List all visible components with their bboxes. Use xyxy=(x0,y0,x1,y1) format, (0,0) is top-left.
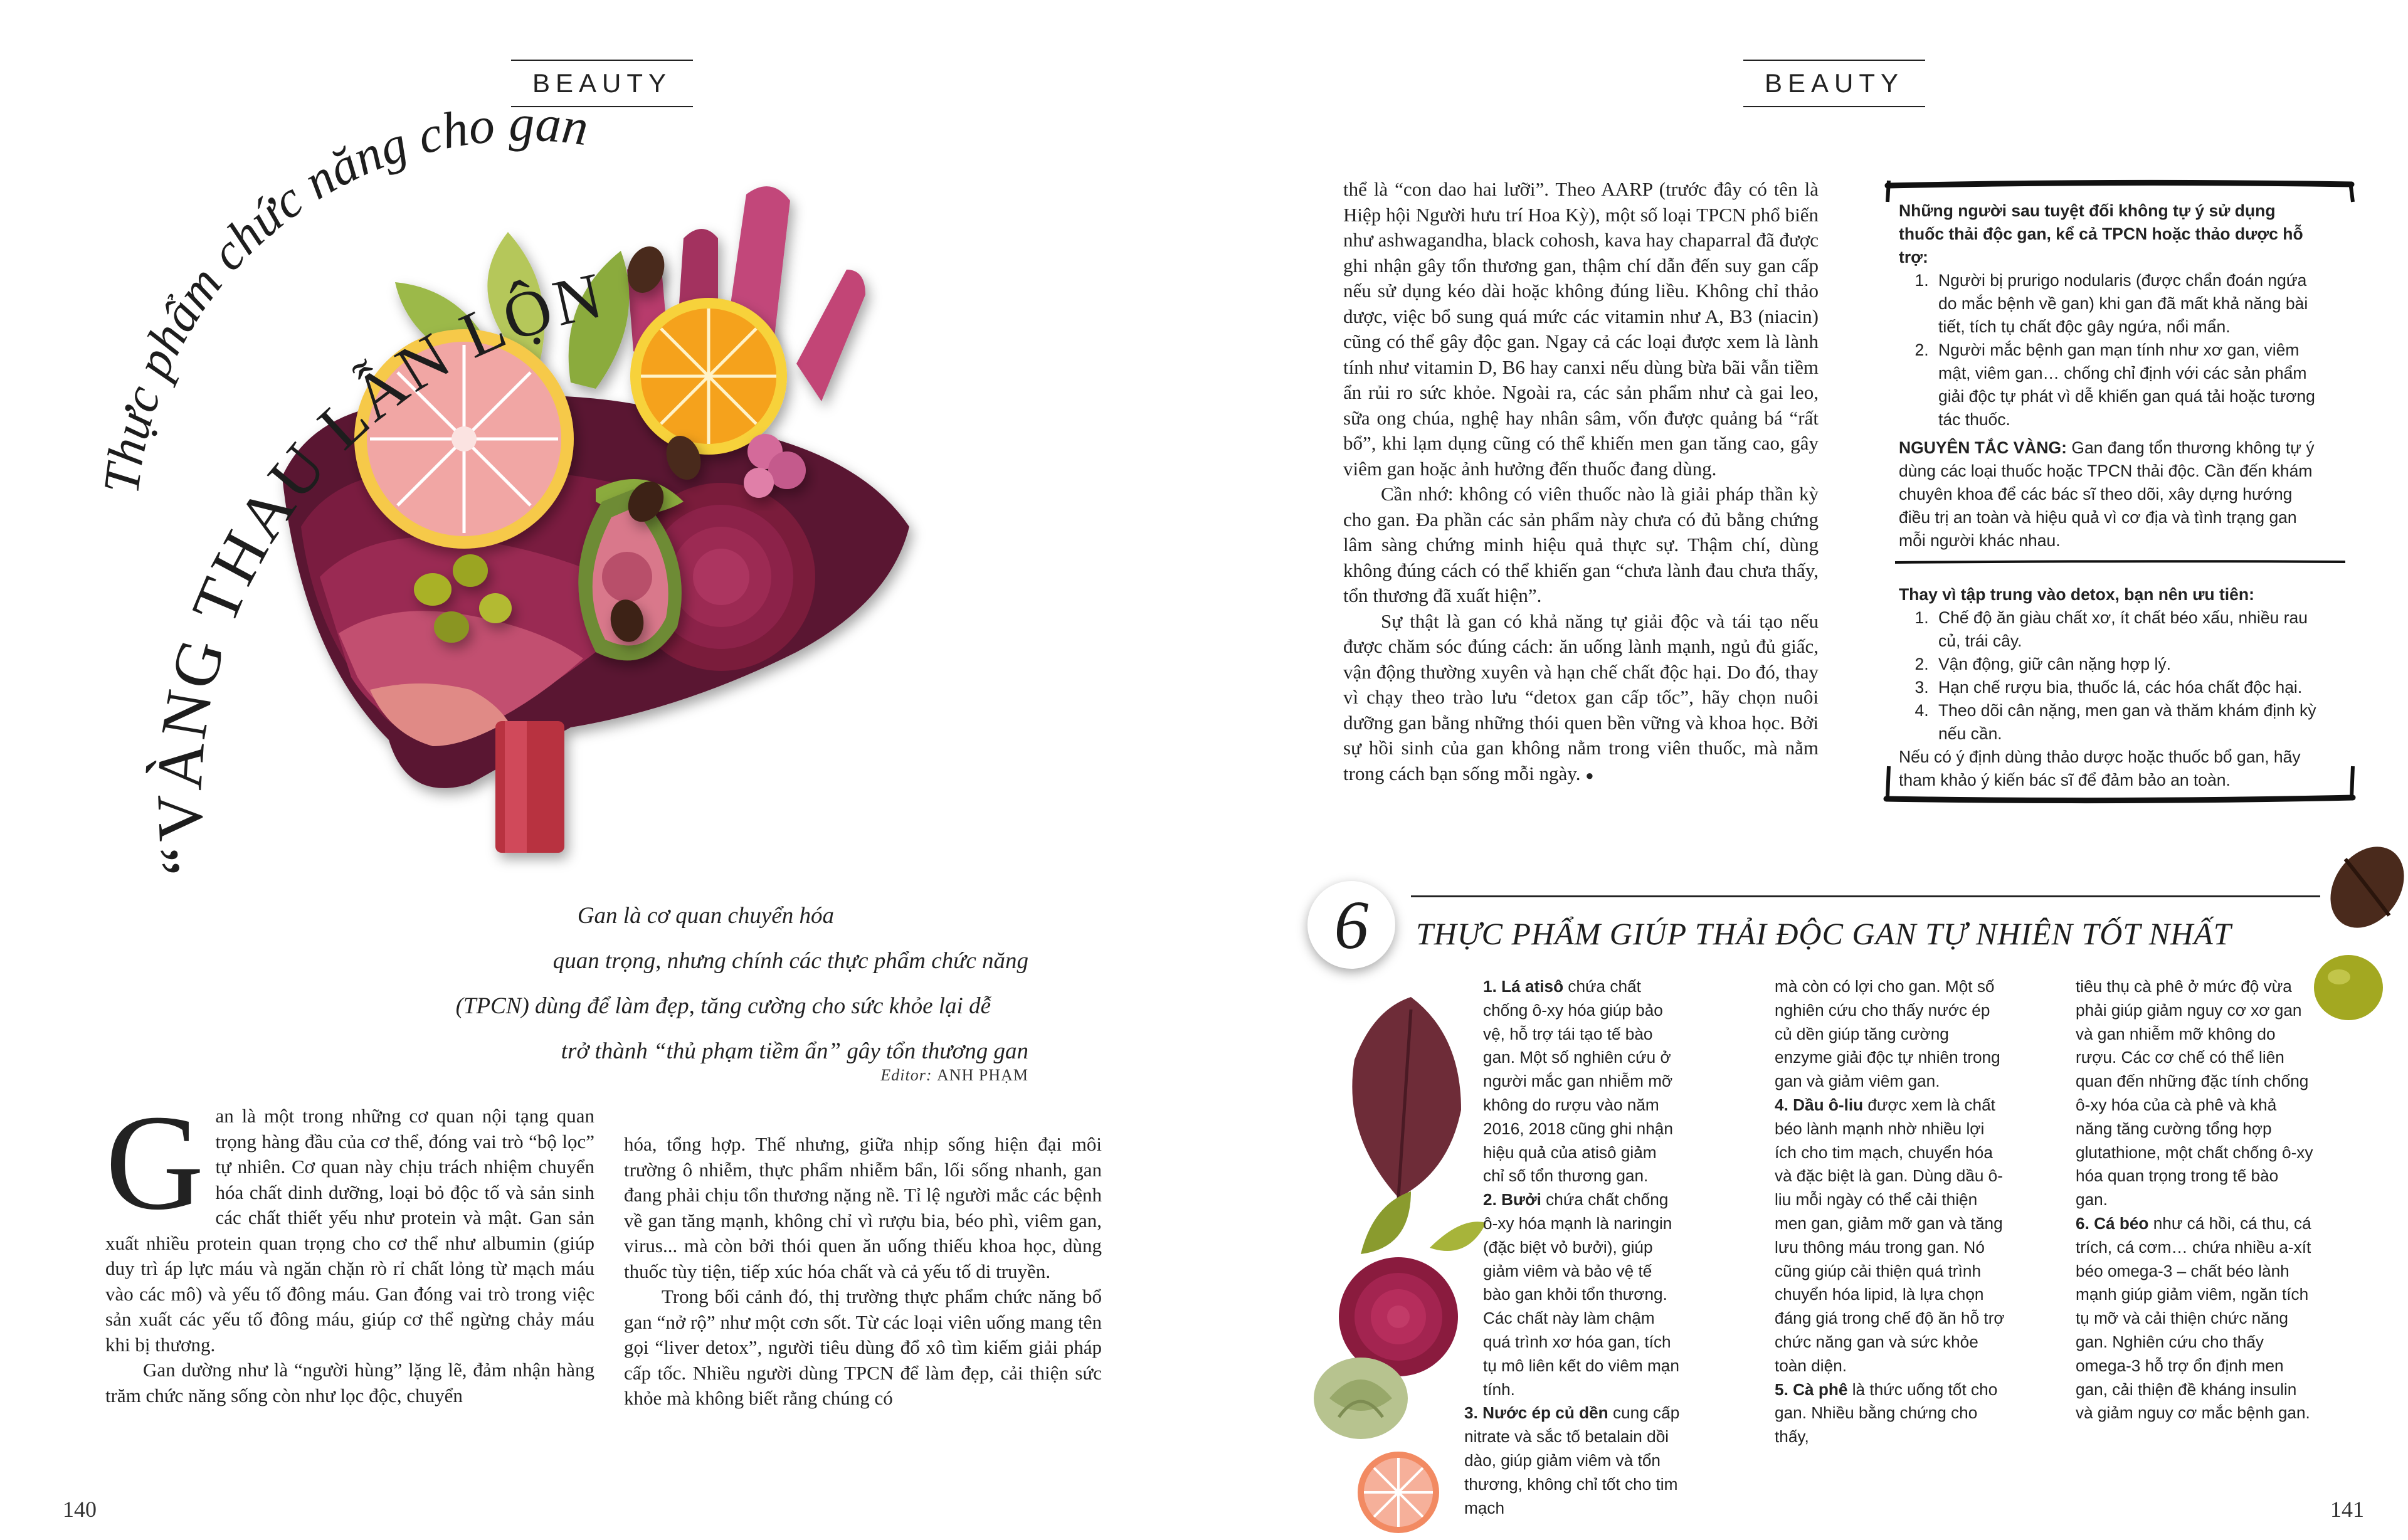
tip-4-label: 4. Dầu ô-liu xyxy=(1775,1095,1864,1114)
golden-rule xyxy=(1899,436,2325,552)
tip-4 xyxy=(1775,1094,2007,1378)
tip-6-text: như cá hồi, cá thu, cá trích, cá cơm… chứa nhiều a-xít béo omega-3 – chất béo lành mạnh giúp giảm viêm, ngăn tích tụ mỡ và cải thiện chức năng gan. Nghiên cứu cho thấy omega-3 hỗ trợ ổn định men gan, cải thiện đề kháng insulin và giảm nguy cơ mắc bệnh gan. xyxy=(2076,1213,2311,1423)
artichoke-icon xyxy=(1314,1358,1408,1439)
body-paragraph xyxy=(1343,609,1819,789)
priority-item: 3. Hạn chế rượu bia, thuốc lá, các hóa chất độc hại. xyxy=(1933,676,2325,699)
tip-5-label: 5. Cà phê xyxy=(1775,1379,1848,1399)
body-text: an là một trong những cơ quan nội tạng quan trọng hàng đầu của cơ thể, đóng vai trò “bộ lọc” tự nhiên. Cơ quan này chịu trách nhiệm chuyển hóa chất dinh dưỡng, loại bỏ độc tố và sản sinh các chất thiết yếu như protein và mật. Gan sản xuất nhiều protein quan trọng cho cơ thể như albumin (giúp duy trì áp lực máu và ngăn chặn rò rỉ chất lỏng từ mạch máu vào các mô) và yếu tố đông máu. Gan đóng vai trò trong việc sản xuất các yếu tố đông máu, giúp cơ thể ngừng chảy máu khi bị thương. xyxy=(105,1105,594,1356)
tip-6 xyxy=(2076,1212,2314,1425)
tip-4-text: được xem là chất béo lành mạnh nhờ nhiều lợi ích cho tim mạch, chuyển hóa và đặc biệt là gan. Dùng dầu ô-liu mỗi ngày có thể cải thiện men gan, giảm mỡ gan và tăng lưu thông máu trong gan. Nó cũng giúp cải thiện quá trình chuyển hóa lipid, là lựa chọn đáng giá trong chế độ ăn hỗ trợ chức năng gan và sức khỏe toàn diện. xyxy=(1775,1095,2005,1375)
body-column-1 xyxy=(105,1087,594,1408)
tip-2-label: 2. Bưởi xyxy=(1483,1190,1541,1210)
sidebar-box xyxy=(1881,177,2358,804)
tips-column-2 xyxy=(1775,975,2007,1449)
body-paragraph: Trong bối cảnh đó, thị trường thực phẩm chức năng bổ gan “nở rộ” như một cơn sốt. Từ các loại viên uống mang tên gọi “liver detox”, người tiêu dùng đổ xô tìm kiếm giải pháp cấp tốc. Nhiều người dùng TPCN để làm đẹp, cải thiện sức khỏe mà không biết rằng chúng có xyxy=(624,1285,1102,1409)
section-number-badge: 6 xyxy=(1307,881,1395,969)
grapefruit-icon xyxy=(1358,1452,1439,1533)
body-paragraph: Cần nhớ: không có viên thuốc nào là giải pháp thần kỳ cho gan. Đa phần các sản phẩm này chưa có đủ bằng chứng lâm sàng chứng minh hiệu quả thực sự. Thậm chí, dùng không đúng cách có thể khiến gan “chưa lành đau chưa thấy, tổn thương đã xuất hiện”. xyxy=(1343,483,1819,606)
body-paragraph xyxy=(105,1087,594,1358)
tip-6-label: 6. Cá béo xyxy=(2076,1213,2149,1233)
warning-item: 2. Người mắc bệnh gan mạn tính như xơ gan, viêm mật, viêm gan… chống chỉ định với các sản phẩm giải độc tự phát vì dễ khiến gan quá tải hoặc tương tác thuốc. xyxy=(1933,339,2325,431)
golden-rule-text: Gan đang tổn thương không tự ý dùng các loại thuốc hoặc TPCN thải độc. Cần đến khám chuyên khoa để các bác sĩ theo dõi, xây dựng hướng điều trị an toàn và hiệu quả vì cơ địa và tình trạng gan mỗi người khác nhau. xyxy=(1899,438,2315,550)
tip-2-text: chứa chất chống ô-xy hóa mạnh là naringin (đặc biệt vỏ bưởi), giúp giảm viêm và bảo vệ tế bào gan khỏi tổn thương. Các chất này làm chậm quá trình xơ hóa gan, tích tụ mô liên kết do viêm mạn tính. xyxy=(1483,1190,1679,1399)
warning-section xyxy=(1899,199,2325,552)
right-page xyxy=(1204,0,2408,1540)
section-title: THỰC PHẨM GIÚP THẢI ĐỘC GAN TỰ NHIÊN TỐT NHẤT xyxy=(1416,916,2232,951)
priority-heading: Thay vì tập trung vào detox, bạn nên ưu tiên: xyxy=(1899,585,2254,604)
body-text: Sự thật là gan có khả năng tự giải độc và tái tạo nếu được chăm sóc đúng cách: ăn uống lành mạnh, ngủ đủ giấc, vận động thường xuyên và hạn chế chất độc hại. Do đó, thay vì chạy theo trào lưu “detox gan cấp tốc”, hãy chọn nuôi dưỡng gan bằng những thói quen bền vững và khoa học. Bởi sự hồi sinh của gan không nằm trong viên thuốc, mà nằm trong cách bạn sống mỗi ngày. xyxy=(1343,609,1819,784)
section-label-left: BEAUTY xyxy=(511,60,693,107)
golden-rule-label: NGUYÊN TẮC VÀNG: xyxy=(1899,438,2067,457)
priority-section xyxy=(1899,583,2325,792)
tip-3-continued: mà còn có lợi cho gan. Một số nghiên cứu cho thấy nước ép củ dền giúp tăng cường enzyme giải độc tự nhiên trong gan và giảm viêm gan. xyxy=(1775,977,2000,1091)
warning-item: 1. Người bị prurigo nodularis (được chẩn đoán ngứa do mắc bệnh về gan) khi gan đã mất khả năng bài tiết, tích tụ chất độc gây ngứa, nổi mẩn. xyxy=(1933,269,2325,339)
priority-item: 2. Vận động, giữ cân nặng hợp lý. xyxy=(1933,653,2325,676)
section-label-right: BEAUTY xyxy=(1743,60,1925,107)
body-column-3 xyxy=(1343,177,1819,788)
title-line-1: Thực phẩm chức năng cho gan xyxy=(92,94,592,497)
lead-line-1: Gan là cơ quan chuyển hóa xyxy=(577,903,834,929)
lead-line-2: quan trọng, nhưng chính các thực phẩm chức năng xyxy=(552,948,1028,974)
title-line-2: “VÀNG THAU LẪN LỘN” xyxy=(65,68,611,879)
editor-label: Editor: xyxy=(880,1066,932,1084)
leaf-icon xyxy=(1352,997,1461,1198)
tip-3 xyxy=(1464,1401,1681,1520)
warning-heading: Những người sau tuyệt đối không tự ý sử dụng thuốc thải độc gan, kể cả TPCN hoặc thảo dược hỗ trợ: xyxy=(1899,201,2303,266)
page-number-right: 141 xyxy=(2330,1497,2364,1522)
tip-5 xyxy=(1775,1378,2007,1449)
priority-closing: Nếu có ý định dùng thảo dược hoặc thuốc bổ gan, hãy tham khảo ý kiến bác sĩ để đảm bảo an toàn. xyxy=(1899,747,2301,789)
body-paragraph: thể là “con dao hai lưỡi”. Theo AARP (trước đây có tên là Hiệp hội Người hưu trí Hoa Kỳ), một số loại TPCN phổ biến như ashwagandha, black cohosh, kava hay chaparral đã được ghi nhận gây tổn thương gan, thậm chí dẫn đến suy gan cấp nếu sử dụng kéo dài hoặc không đúng liều. Không chỉ thảo dược, việc bổ sung quá mức các vitamin như A, B3 (niacin) cũng có thể gây độc gan. Ngay cả các loại được xem là lành tính như vitamin D, B6 hay canxi nếu dùng bừa bãi vẫn tiềm ẩn rủi ro sức khỏe. Ngoài ra, các sản phẩm như cà gai leo, sữa ong chúa, nghệ hay nhân sâm, vốn được quảng bá “rất bổ”, khi lạm dụng cũng có thể khiến men gan tăng cao, gây viêm gan hoặc ảnh hưởng đến thuốc đang dùng. xyxy=(1343,178,1819,480)
lead-paragraph xyxy=(314,894,1028,1074)
tip-1 xyxy=(1464,975,1681,1188)
editor-name: ANH PHẠM xyxy=(937,1066,1028,1084)
tip-5-text: là thức uống tốt cho gan. Nhiều bằng chứng cho thấy, xyxy=(1775,1379,1998,1447)
tip-1-label: 1. Lá atisô xyxy=(1483,977,1564,996)
tip-1-text: chứa chất chống ô-xy hóa giúp bảo vệ, hỗ trợ tái tạo tế bào gan. Một số nghiên cứu ở người mắc gan nhiễm mỡ không do rượu vào năm 2016, 2018 cũng ghi nhận hiệu quả của atisô giảm chỉ số tổn thương gan. xyxy=(1483,977,1673,1186)
tip-3-label: 3. Nước ép củ dền xyxy=(1464,1403,1608,1423)
priority-item: 1. Chế độ ăn giàu chất xơ, ít chất béo xấu, nhiều rau củ, trái cây. xyxy=(1933,606,2325,653)
editor-credit xyxy=(627,1066,1028,1085)
section-rule xyxy=(1411,895,2320,897)
end-mark: ● xyxy=(1585,767,1594,783)
page-number-left: 140 xyxy=(63,1497,97,1522)
tips-column-3 xyxy=(2076,975,2314,1425)
tip-2 xyxy=(1464,1188,1681,1401)
drop-cap: G xyxy=(105,1087,204,1238)
body-paragraph: Gan dường như là “người hùng” lặng lẽ, đảm nhận hàng trăm chức năng sống còn như lọc độc, chuyển xyxy=(105,1359,594,1406)
tip-5-continued: tiêu thụ cà phê ở mức độ vừa phải giúp giảm nguy cơ xơ gan và gan nhiễm mỡ không do rượu. Các cơ chế có thể liên quan đến những đặc tính chống ô-xy hóa của cà phê và khả năng tăng cường tổng hợp glutathione, một chất chống ô-xy hóa quan trọng trong tế bào gan. xyxy=(2076,977,2313,1210)
bean-olive-decoration xyxy=(2308,834,2408,1035)
tips-column-1 xyxy=(1464,975,1681,1520)
tip-3-text: cung cấp nitrate và sắc tố betalain dồi dào, giúp giảm viêm và tổn thương, không chỉ tốt cho tim mạch xyxy=(1464,1403,1680,1517)
body-column-2 xyxy=(624,1132,1102,1411)
lead-line-3: (TPCN) dùng để làm đẹp, tăng cường cho sức khỏe lại dễ xyxy=(455,993,991,1019)
priority-item: 4. Theo dõi cân nặng, men gan và thăm khám định kỳ nếu cần. xyxy=(1933,699,2325,746)
lead-line-4: trở thành “thủ phạm tiềm ẩn” gây tổn thương gan xyxy=(561,1038,1028,1064)
body-paragraph: hóa, tổng hợp. Thế nhưng, giữa nhịp sống hiện đại môi trường ô nhiễm, thực phẩm nhiễm bẩn, lối sống nhanh, gan đang phải chịu tổn thương nặng nề. Tỉ lệ người mắc các bệnh về gan tăng mạnh, không chỉ vì rượu bia, béo phì, viêm gan, virus... mà còn bởi thói quen ăn uống thiếu khoa học, dùng thuốc tùy tiện, tiếp xúc hóa chất và cả yếu tố di truyền. xyxy=(624,1133,1102,1282)
